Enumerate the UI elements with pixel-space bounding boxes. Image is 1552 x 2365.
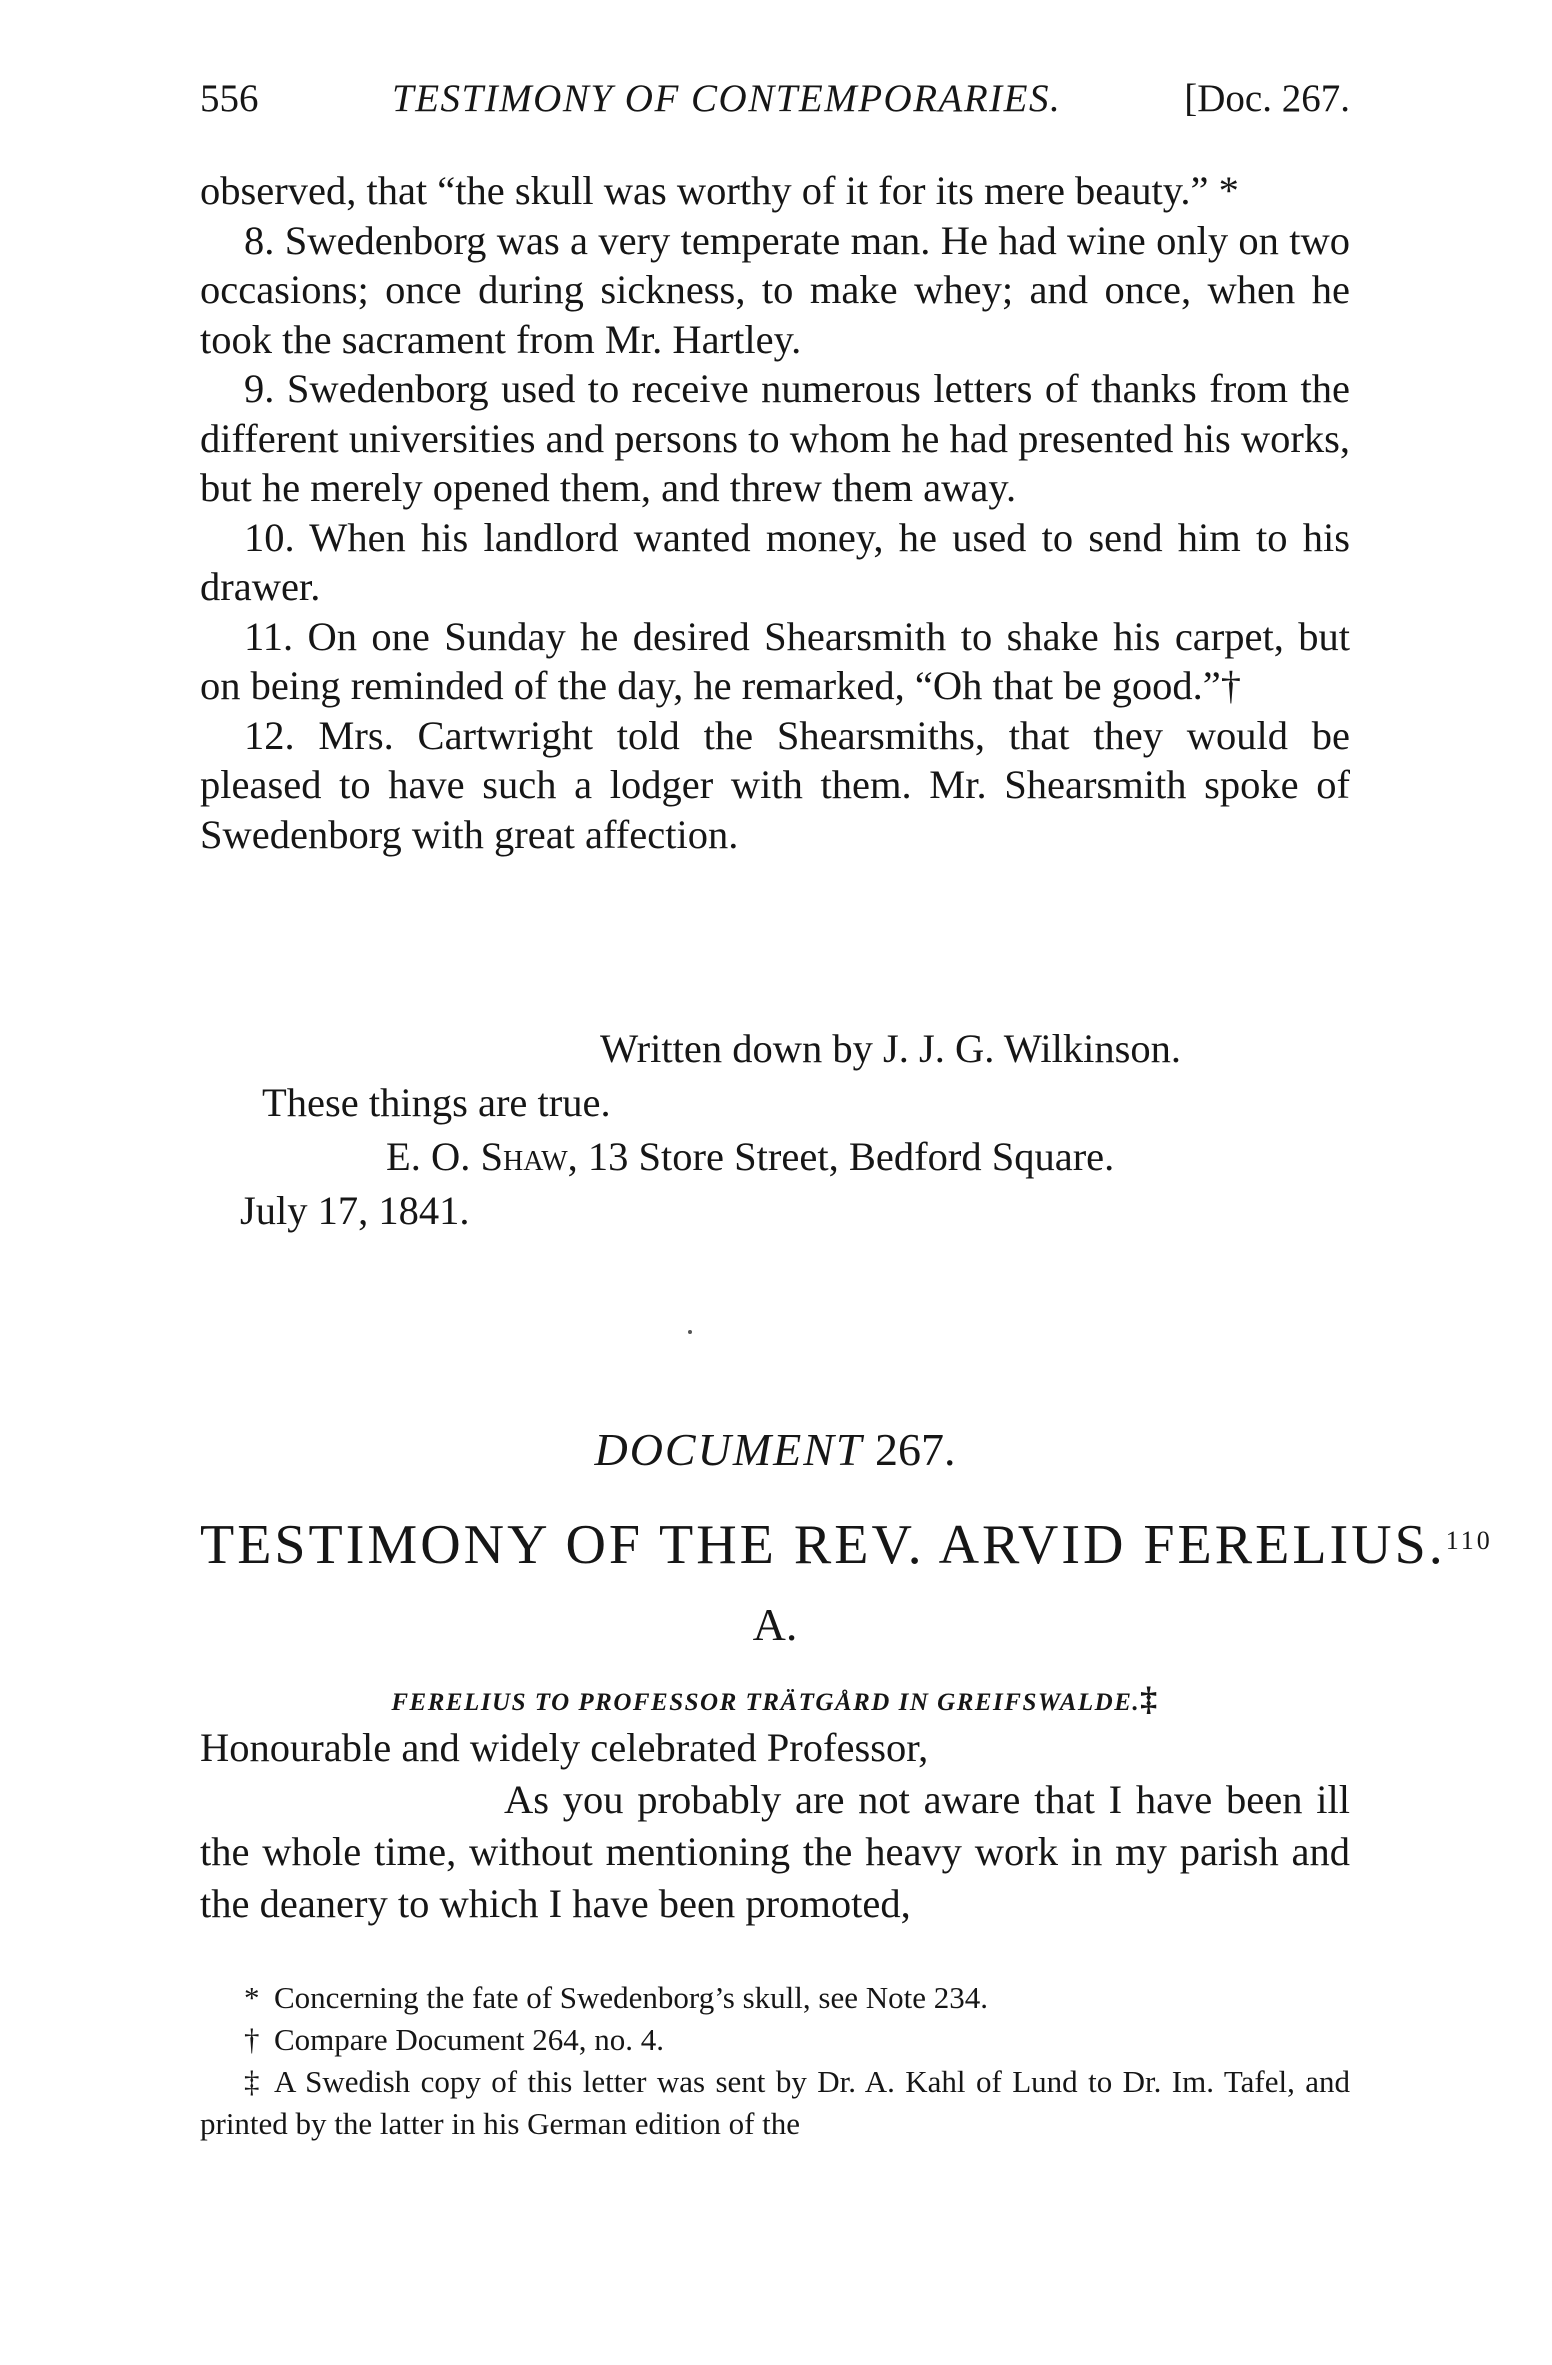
attribution: Written down by J. J. G. Wilkinson. — [600, 1026, 1181, 1071]
body-text — [200, 166, 1350, 859]
page-number: 556 — [200, 77, 259, 120]
paragraph — [200, 612, 1350, 711]
running-title: TESTIMONY OF CONTEMPORARIES. — [392, 77, 1062, 120]
letter-paragraph: As you probably are not aware that I have been ill the whole time, without mentioning the heavy work in my parish and the deanery to which I have been promoted, — [200, 1777, 1350, 1926]
footnote-mark: † — [244, 2022, 260, 2057]
paragraph-text: 11. On one Sunday he desired Shearsmith to shake his carpet, but on being reminded of the day, he remarked, “Oh that be good.” — [200, 613, 1350, 708]
document-title — [200, 1510, 1493, 1580]
footnotes — [200, 1977, 1350, 2145]
footnote — [200, 2061, 1350, 2145]
note-marker: 110 — [1445, 1526, 1493, 1555]
footnote-marker: † — [1220, 663, 1242, 708]
signatory-address — [386, 1132, 1114, 1182]
footnote-text: Concerning the fate of Swedenborg’s skull, see Note 234. — [274, 1980, 988, 2015]
footnote-mark: ‡ — [244, 2064, 260, 2099]
signatory-surname: Shaw — [480, 1134, 568, 1179]
letter-heading — [200, 1680, 1350, 1723]
document-label: DOCUMENT — [594, 1424, 864, 1475]
footnote-text: Compare Document 264, no. 4. — [274, 2022, 665, 2057]
signatory-street: , 13 Store Street, Bedford Square. — [567, 1134, 1115, 1179]
letter-text — [200, 1722, 1350, 1930]
date-line: July 17, 1841. — [240, 1188, 470, 1233]
document-number: 267. — [863, 1424, 956, 1475]
paragraph: 10. When his landlord wanted money, he used to send him to his drawer. — [200, 514, 1350, 609]
section-letter: A. — [752, 1599, 798, 1650]
footnote-mark: * — [244, 1980, 260, 2015]
running-head — [200, 74, 1350, 124]
document-heading — [200, 1420, 1350, 1480]
footnote-marker: ‡ — [1140, 1681, 1159, 1718]
footnote-text: A Swedish copy of this letter was sent by Dr. A. Kahl of Lund to Dr. Im. Tafel, and printed by the latter in his German edition of the — [200, 2064, 1350, 2141]
paragraph-text: observed, that “the skull was worthy of it for its mere beauty.” — [200, 168, 1209, 213]
paragraph: 8. Swedenborg was a very temperate man. He had wine only on two occasions; once during sickness, to make whey; and once, when he took the sacrament from Mr. Hartley. — [200, 217, 1350, 362]
paragraph — [200, 166, 1350, 216]
attestation: These things are true. — [262, 1080, 611, 1125]
footnote — [200, 2019, 1350, 2061]
footnote-marker: * — [1218, 168, 1239, 213]
letter-heading-text: FERELIUS TO PROFESSOR TRÄTGÅRD IN GREIFSWALDE. — [391, 1689, 1141, 1716]
paragraph: 12. Mrs. Cartwright told the Shearsmiths, that they would be pleased to have such a lodger with them. Mr. Shearsmith spoke of Swedenborg with great affection. — [200, 712, 1350, 857]
document-title-text: TESTIMONY OF THE REV. ARVID FERELIUS. — [200, 1514, 1446, 1576]
speck — [688, 1330, 692, 1334]
footnote — [200, 1977, 1350, 2019]
doc-reference: [Doc. 267. — [1184, 77, 1350, 120]
signatory-initials: E. O. — [386, 1134, 481, 1179]
paragraph: 9. Swedenborg used to receive numerous letters of thanks from the different universities and persons to whom he had presented his works, but he merely opened them, and threw them away. — [200, 366, 1350, 510]
salutation: Honourable and widely celebrated Professor, — [200, 1725, 929, 1770]
